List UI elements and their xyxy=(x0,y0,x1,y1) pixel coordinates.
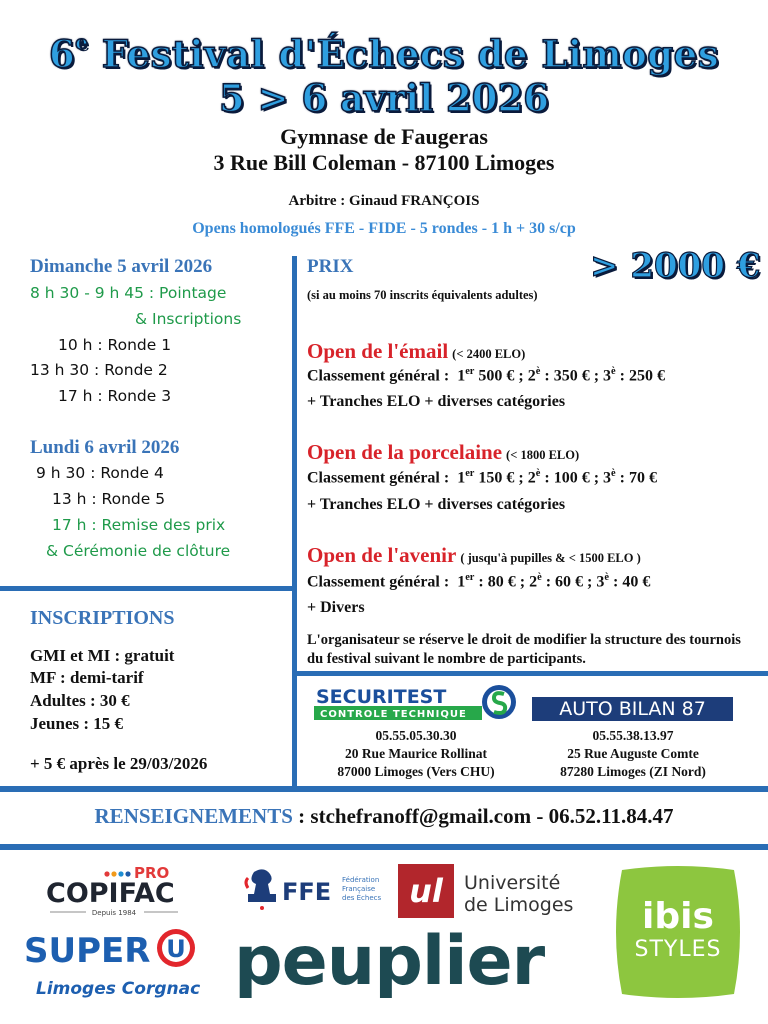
svg-text:de Limoges: de Limoges xyxy=(464,894,574,916)
open-avenir-heading xyxy=(307,543,641,568)
right-divider xyxy=(297,671,768,676)
left-divider xyxy=(0,586,292,591)
venue-name: Gymnase de Faugeras xyxy=(280,124,488,149)
svg-text:COPIFAC: COPIFAC xyxy=(46,878,175,909)
open-avenir-extra: + Divers xyxy=(307,599,365,616)
peuplier-logo xyxy=(232,928,592,998)
day1-line-3: 10 h : Ronde 1 xyxy=(58,336,172,354)
prix-note: (si au moins 70 inscrits équivalents adultes) xyxy=(307,288,538,302)
festival-dates: 5 > 6 avril 2026 xyxy=(218,76,550,120)
svg-text:Fédération: Fédération xyxy=(342,876,380,884)
day1-line-4: 13 h 30 : Ronde 2 xyxy=(30,361,168,379)
opens-info: Opens homologués FFE - FIDE - 5 rondes - 1 h + 30 s/cp xyxy=(192,220,576,237)
ibis-styles-logo xyxy=(608,862,748,1002)
prix-title: PRIX xyxy=(307,256,354,277)
day1-line-2: & Inscriptions xyxy=(135,310,242,328)
svg-text:FFE: FFE xyxy=(282,878,332,906)
ffe-logo xyxy=(238,864,388,916)
autobilan-logo-text: AUTO BILAN 87 xyxy=(559,698,706,720)
renseignements: RENSEIGNEMENTS : stchefranoff@gmail.com - 06.52.11.84.47 xyxy=(94,804,674,828)
open-porcelaine-extra: + Tranches ELO + diverses catégories xyxy=(307,496,566,513)
day2-line-2: 13 h : Ronde 5 xyxy=(52,490,166,508)
day1-title: Dimanche 5 avril 2026 xyxy=(30,256,213,277)
svg-text:PRO: PRO xyxy=(134,864,170,882)
superu-logo xyxy=(22,926,202,1002)
svg-text:SUPER: SUPER xyxy=(24,931,151,971)
svg-text:STYLES: STYLES xyxy=(634,937,722,962)
inscription-line-1: GMI et MI : gratuit xyxy=(30,646,175,665)
bottom-divider-1 xyxy=(0,786,768,792)
svg-text:Française: Française xyxy=(342,885,376,893)
day1-line-5: 17 h : Ronde 3 xyxy=(58,387,172,405)
open-email-limit: (< 2400 ELO) xyxy=(452,347,526,361)
securitest-info: 05.55.05.30.30 20 Rue Maurice Rollinat 87000 Limoges (Vers CHU) xyxy=(337,728,495,779)
open-porcelaine-heading xyxy=(307,440,579,465)
day2-title: Lundi 6 avril 2026 xyxy=(30,437,180,458)
svg-text:U: U xyxy=(166,935,186,963)
prix-amount: > 2000 € xyxy=(590,246,761,286)
svg-text:Depuis 1984: Depuis 1984 xyxy=(91,909,137,917)
autobilan-info: 05.55.38.13.97 25 Rue Auguste Comte 87280 Limoges (ZI Nord) xyxy=(560,728,706,779)
open-avenir-limit: ( jusqu'à pupilles & < 1500 ELO ) xyxy=(460,551,641,565)
open-email-heading xyxy=(307,339,525,364)
festival-title: 6e Festival d'Échecs de Limoges xyxy=(48,30,720,76)
securitest-logo xyxy=(314,684,520,724)
center-divider xyxy=(292,256,297,786)
svg-text:SECURITEST: SECURITEST xyxy=(316,686,447,708)
svg-text:des Échecs: des Échecs xyxy=(342,894,382,902)
open-porcelaine-prizes: Classement général : 1er 150 € ; $2^è$ : 100 € ; $3^è$ : 70 € xyxy=(307,468,657,487)
inscription-line-4: Jeunes : 15 € xyxy=(30,714,124,733)
autobilan-logo xyxy=(532,697,733,721)
open-email-prizes: Classement général : 1er 500 € ; $2^è$ : 350 € ; $3^è$ : 250 € xyxy=(307,366,665,385)
svg-text:Université: Université xyxy=(464,872,561,894)
open-avenir-name: Open de l'avenir xyxy=(307,543,457,567)
late-fee: + 5 € après le 29/03/2026 xyxy=(30,754,208,773)
day2-line-4: & Cérémonie de clôture xyxy=(46,542,231,560)
day2-line-1: 9 h 30 : Ronde 4 xyxy=(36,464,164,482)
svg-text:CONTROLE TECHNIQUE: CONTROLE TECHNIQUE xyxy=(320,709,467,720)
open-porcelaine-limit: (< 1800 ELO) xyxy=(506,448,580,462)
day1-line-1: 8 h 30 - 9 h 45 : Pointage xyxy=(30,284,227,302)
disclaimer: L'organisateur se réserve le droit de modifier la structure des tournois du festival suivant le nombre de participants. xyxy=(307,632,741,667)
open-avenir-prizes: Classement général : 1er : 80 € ; $2^è$ : 60 € ; $3^è$ : 40 € xyxy=(307,572,651,591)
universite-logo xyxy=(398,862,578,920)
copifac-logo xyxy=(44,860,184,922)
svg-text:peuplier: peuplier xyxy=(234,928,545,998)
open-porcelaine-name: Open de la porcelaine xyxy=(307,440,503,464)
svg-text:Limoges Corgnac: Limoges Corgnac xyxy=(36,979,201,999)
bottom-divider-2 xyxy=(0,844,768,850)
inscriptions-title: INSCRIPTIONS xyxy=(30,607,175,629)
contact-info: : stchefranoff@gmail.com - 06.52.11.84.47 xyxy=(292,804,674,828)
svg-text:ul: ul xyxy=(409,872,443,910)
venue-address: 3 Rue Bill Coleman - 87100 Limoges xyxy=(213,150,555,175)
inscription-line-3: Adultes : 30 € xyxy=(30,691,130,710)
open-email-extra: + Tranches ELO + diverses catégories xyxy=(307,393,566,410)
open-email-name: Open de l'émail xyxy=(307,339,449,363)
day2-line-3: 17 h : Remise des prix xyxy=(52,516,226,534)
svg-text:ibis: ibis xyxy=(642,896,714,937)
arbitre: Arbitre : Ginaud FRANÇOIS xyxy=(288,193,480,209)
inscription-line-2: MF : demi-tarif xyxy=(30,668,144,687)
